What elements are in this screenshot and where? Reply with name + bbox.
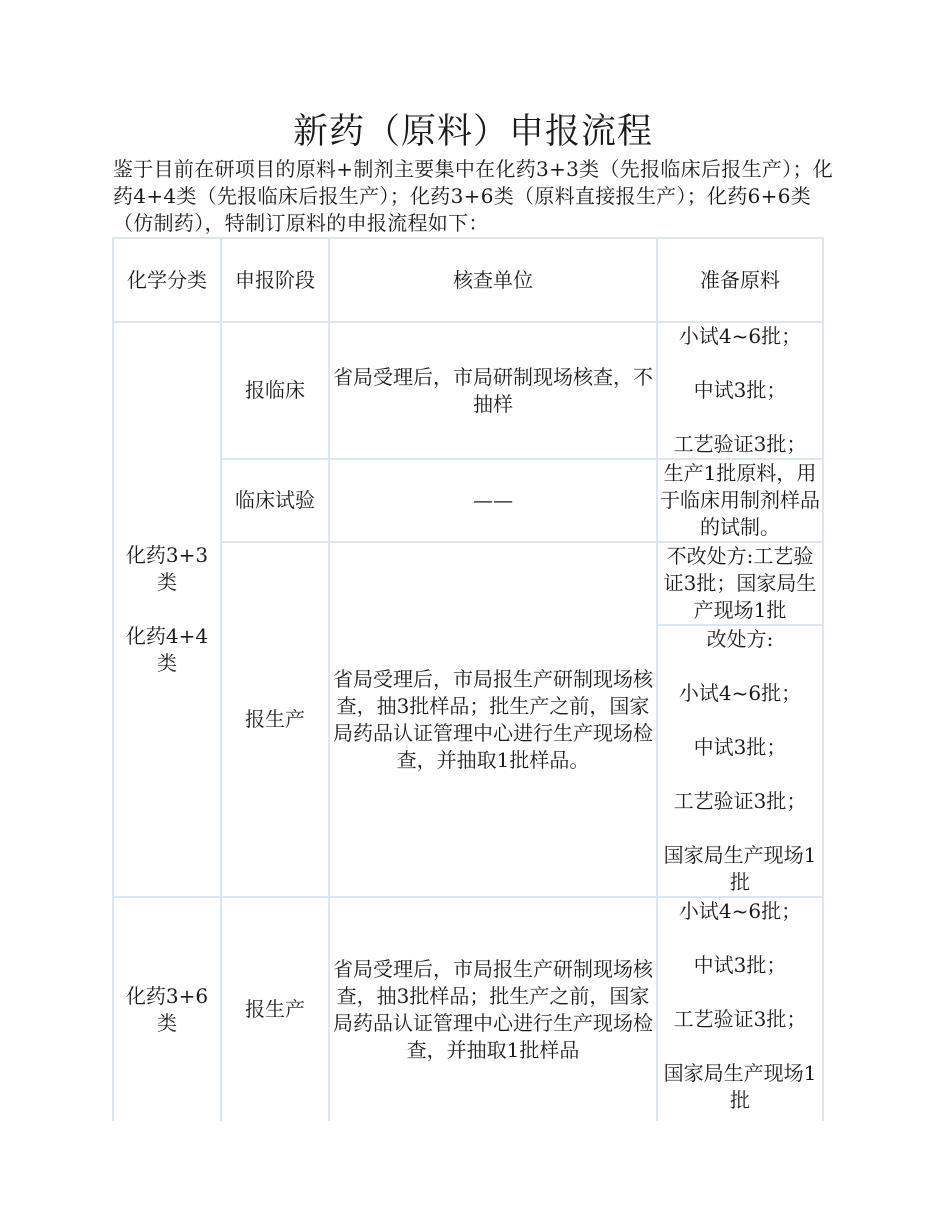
stage-cell: 临床试验 (221, 459, 329, 542)
materials-line: 小试4~6批； (678, 899, 802, 923)
intro-paragraph: 鉴于目前在研项目的原料+制剂主要集中在化药3+3类（先报临床后报生产）；化药4+4类（先报临床后报生产）；化药3+6类（原料直接报生产）；化药6+6类（仿制药），特制订原料的申报流程如下： (113, 157, 834, 235)
category-cell-3-3-4-4 (113, 322, 221, 897)
category-label: 化药3+3类 (125, 543, 209, 594)
materials-line: 中试3批； (693, 378, 787, 402)
materials-cell: 生产1批原料，用于临床用制剂样品的试制。 (657, 459, 823, 542)
application-flow-table (112, 237, 824, 1121)
header-stage: 申报阶段 (221, 238, 329, 322)
inspection-unit-cell: 省局受理后，市局研制现场核查，不抽样 (329, 322, 657, 459)
stage-cell: 报生产 (221, 897, 329, 1121)
materials-line: 工艺验证3批； (673, 1007, 807, 1031)
table-row (113, 322, 823, 459)
table-header-row (113, 238, 823, 322)
inspection-unit-cell: 省局受理后，市局报生产研制现场核查，抽3批样品；批生产之前，国家局药品认证管理中心进行生产现场检查，并抽取1批样品。 (329, 542, 657, 897)
materials-line: 改处方: (706, 627, 774, 651)
category-label: 化药4+4类 (125, 624, 209, 675)
category-cell-3-6: 化药3+6类 (113, 897, 221, 1121)
materials-line: 小试4~6批； (678, 324, 802, 348)
table-row (113, 897, 823, 1121)
inspection-unit-cell: —— (329, 459, 657, 542)
stage-cell: 报生产 (221, 542, 329, 897)
stage-cell: 报临床 (221, 322, 329, 459)
header-materials: 准备原料 (657, 238, 823, 322)
header-inspection-unit: 核查单位 (329, 238, 657, 322)
materials-line: 小试4~6批； (678, 681, 802, 705)
materials-line: 中试3批； (693, 953, 787, 977)
materials-cell: 不改处方:工艺验证3批；国家局生产现场1批 (657, 542, 823, 625)
header-category: 化学分类 (113, 238, 221, 322)
materials-line: 工艺验证3批； (673, 432, 807, 456)
materials-line: 中试3批； (693, 735, 787, 759)
page-title: 新药（原料）申报流程 (292, 112, 653, 152)
materials-cell (657, 625, 823, 897)
materials-cell (657, 322, 823, 459)
materials-line: 工艺验证3批； (673, 789, 807, 813)
materials-line: 国家局生产现场1批 (663, 1061, 817, 1112)
materials-cell (657, 897, 823, 1121)
inspection-unit-cell: 省局受理后，市局报生产研制现场核查，抽3批样品；批生产之前，国家局药品认证管理中心进行生产现场检查，并抽取1批样品 (329, 897, 657, 1121)
materials-line: 国家局生产现场1批 (663, 843, 817, 894)
